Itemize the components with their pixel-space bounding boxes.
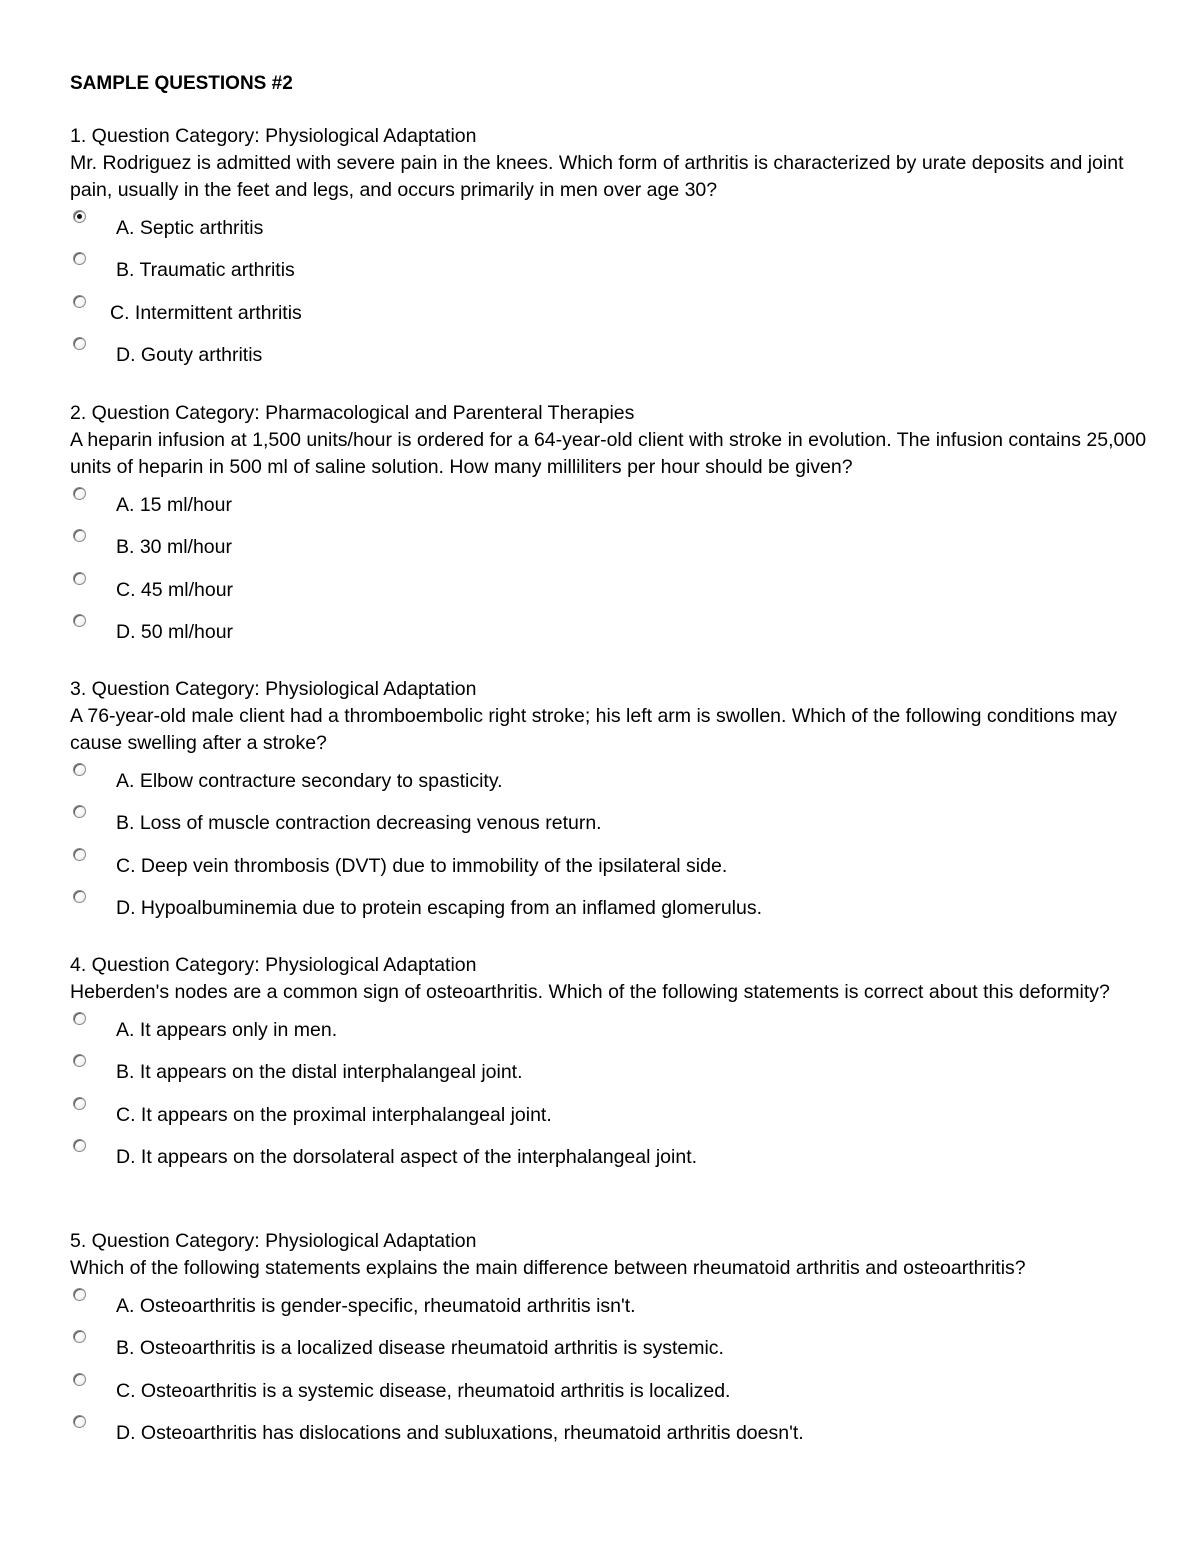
answer-option-label: D. Gouty arthritis: [116, 343, 263, 366]
radio-button[interactable]: [73, 890, 86, 903]
radio-button[interactable]: [73, 529, 86, 542]
answer-option-c[interactable]: [70, 1373, 1150, 1415]
answer-option-a[interactable]: [70, 1288, 1150, 1330]
answer-option-a[interactable]: [70, 487, 1150, 529]
radio-button[interactable]: [73, 487, 86, 500]
radio-button[interactable]: [73, 1288, 86, 1301]
radio-button[interactable]: [73, 1415, 86, 1428]
answer-option-b[interactable]: [70, 529, 1150, 571]
answer-option-label: B. 30 ml/hour: [116, 536, 232, 559]
answer-option-label: C. Deep vein thrombosis (DVT) due to immobility of the ipsilateral side.: [116, 854, 728, 877]
answer-options: [70, 1012, 1150, 1181]
radio-button[interactable]: [73, 1012, 86, 1025]
radio-button[interactable]: [73, 1330, 86, 1343]
answer-option-label: A. Elbow contracture secondary to spasticity.: [116, 770, 503, 792]
answer-option-b[interactable]: [70, 805, 1150, 847]
answer-options: [70, 1288, 1150, 1457]
radio-button-selected[interactable]: [73, 210, 86, 223]
radio-button[interactable]: [73, 1373, 86, 1386]
answer-option-d[interactable]: [70, 1415, 1150, 1457]
answer-option-a[interactable]: [70, 210, 1150, 252]
answer-option-label: A. It appears only in men.: [116, 1019, 338, 1041]
answer-option-a[interactable]: [70, 763, 1150, 805]
radio-button[interactable]: [73, 848, 86, 861]
radio-button[interactable]: [73, 1139, 86, 1152]
question-text: A 76-year-old male client had a thromboembolic right stroke; his left arm is swollen. Which of the following conditions may cause swelling after a stroke?: [70, 705, 1117, 754]
page-title: SAMPLE QUESTIONS #2: [70, 73, 293, 94]
answer-option-label: B. It appears on the distal interphalangeal joint.: [116, 1061, 523, 1084]
radio-button[interactable]: [73, 805, 86, 818]
answer-option-label: C. Intermittent arthritis: [110, 301, 302, 324]
answer-option-label: D. It appears on the dorsolateral aspect of the interphalangeal joint.: [116, 1145, 698, 1168]
answer-option-c[interactable]: [70, 1097, 1150, 1139]
answer-option-b[interactable]: [70, 252, 1150, 294]
answer-option-label: A. Septic arthritis: [116, 217, 264, 239]
answer-option-label: A. 15 ml/hour: [116, 494, 232, 516]
answer-option-label: D. Osteoarthritis has dislocations and subluxations, rheumatoid arthritis doesn't.: [116, 1421, 804, 1444]
radio-button[interactable]: [73, 337, 86, 350]
question-text: Which of the following statements explains the main difference between rheumatoid arthritis and osteoarthritis?: [70, 1257, 1026, 1279]
answer-option-label: B. Traumatic arthritis: [116, 259, 295, 282]
answer-option-b[interactable]: [70, 1330, 1150, 1372]
question-text: A heparin infusion at 1,500 units/hour is ordered for a 64-year-old client with stroke in evolution. The infusion contains 25,000 units of heparin in 500 ml of saline solution. How many milliliters per hour should be given?: [70, 429, 1147, 478]
answer-option-d[interactable]: [70, 614, 1150, 656]
answer-option-label: A. Osteoarthritis is gender-specific, rheumatoid arthritis isn't.: [116, 1295, 636, 1317]
question-block-2: [70, 400, 1150, 656]
answer-option-c[interactable]: [70, 572, 1150, 614]
answer-option-label: B. Osteoarthritis is a localized disease rheumatoid arthritis is systemic.: [116, 1337, 724, 1360]
question-block-5: [70, 1228, 1150, 1457]
answer-options: [70, 210, 1150, 379]
question-block-1: [70, 123, 1150, 379]
answer-option-label: C. It appears on the proximal interphalangeal joint.: [116, 1103, 552, 1126]
question-category: 3. Question Category: Physiological Adaptation: [70, 678, 477, 700]
radio-button[interactable]: [73, 1054, 86, 1067]
radio-button[interactable]: [73, 252, 86, 265]
answer-option-label: D. Hypoalbuminemia due to protein escaping from an inflamed glomerulus.: [116, 896, 763, 919]
radio-button[interactable]: [73, 1097, 86, 1110]
question-category: 4. Question Category: Physiological Adaptation: [70, 954, 477, 976]
answer-option-label: B. Loss of muscle contraction decreasing venous return.: [116, 812, 602, 835]
answer-option-c[interactable]: [70, 848, 1150, 890]
question-text: Mr. Rodriguez is admitted with severe pain in the knees. Which form of arthritis is characterized by urate deposits and joint pain, usually in the feet and legs, and occurs primarily in men over age 30?: [70, 152, 1124, 201]
question-block-3: [70, 676, 1150, 932]
radio-button[interactable]: [73, 572, 86, 585]
answer-option-c[interactable]: [70, 295, 1150, 337]
radio-button[interactable]: [73, 763, 86, 776]
question-category: 1. Question Category: Physiological Adaptation: [70, 125, 477, 147]
answer-option-label: D. 50 ml/hour: [116, 620, 234, 643]
question-category: 5. Question Category: Physiological Adaptation: [70, 1230, 477, 1252]
question-block-4: [70, 952, 1150, 1181]
radio-button[interactable]: [73, 295, 86, 308]
radio-button[interactable]: [73, 614, 86, 627]
answer-option-label: C. Osteoarthritis is a systemic disease, rheumatoid arthritis is localized.: [116, 1379, 731, 1402]
answer-option-d[interactable]: [70, 1139, 1150, 1181]
answer-option-b[interactable]: [70, 1054, 1150, 1096]
answer-options: [70, 487, 1150, 656]
question-category: 2. Question Category: Pharmacological and Parenteral Therapies: [70, 402, 635, 424]
answer-option-d[interactable]: [70, 337, 1150, 379]
answer-option-a[interactable]: [70, 1012, 1150, 1054]
answer-option-label: C. 45 ml/hour: [116, 578, 234, 601]
answer-option-d[interactable]: [70, 890, 1150, 932]
answer-options: [70, 763, 1150, 932]
question-text: Heberden's nodes are a common sign of osteoarthritis. Which of the following statements is correct about this deformity?: [70, 981, 1110, 1003]
